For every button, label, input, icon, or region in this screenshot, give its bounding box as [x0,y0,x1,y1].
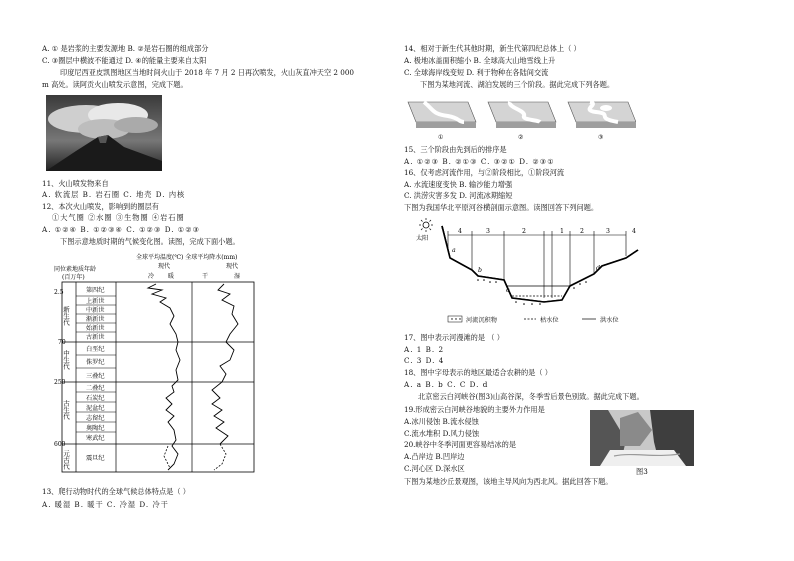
q17-stem: 17、图中表示河漫滩的是 （ ） [404,333,504,342]
period-label: 始新世 [86,325,105,332]
q15-options: A. ①②③ B. ②①③ C. ③②① D. ②③① [404,157,555,166]
valley-cross-section [412,216,648,328]
river-stage-intro: 下图为某地河流、湖泊发展的三个阶段。据此完成下列各题。 [420,80,615,89]
volcano-photo [46,95,162,171]
period-label: 上新世 [86,298,105,305]
temperature-curve [148,284,180,470]
stage-label: ① [438,134,444,141]
precipitation-curve [212,284,238,444]
q14-stem: 14、相对于新生代其他时期，新生代第四纪总体上（ ） [404,44,581,53]
q13-stem: 13、爬行动物时代的全球气候总体特点是（ ） [42,487,190,496]
legend-dry-label: 枯水位 [540,317,559,324]
climate-header: 全球平均温度(℃) 全球平均降水(mm) [136,254,238,261]
q17-options-ab: A. 1 B. 2 [404,345,445,354]
era-label: 中生代 [62,350,70,370]
period-label: 古新世 [86,334,105,341]
q11-options: A. 软流层 B. 岩石圈 C. 地壳 D. 内核 [42,190,186,199]
volcano-intro-line1: 印度尼西亚皮凯图地区当地时间火山于 2018 年 7 月 2 日再次喷发，火山灰直冲天空 2 000 [60,68,355,77]
section-number: 3 [606,228,610,235]
temp-now-label: 现代 [158,263,171,270]
period-label: 渐新世 [86,316,105,323]
terrain-letter: c [506,287,510,294]
period-label: 泥盆纪 [86,405,105,412]
dry-label: 干 [202,273,209,280]
q16-stem: 16、仅考虑河流作用，与②阶段相比，①阶段河流 [404,168,565,177]
q20-stem: 20.峡谷中冬季河面更容易结冰的是 [404,440,517,449]
q12-items: ①大气圈 ②水圈 ③生物圈 ④岩石圈 [52,213,185,222]
period-label: 第四纪 [86,287,105,294]
age-tick: 600 [54,441,66,448]
q12-options: A. ①②④ B. ①②③④ C. ①②③ D. ①②③ [42,225,201,234]
precip-now-label: 现代 [226,263,239,270]
age-tick: 70 [58,339,66,346]
cold-label: 冷 [148,273,155,280]
q16-options-ab: A. 水流速度变快 B. 输沙能力增强 [404,180,513,189]
period-label: 二叠纪 [86,385,105,392]
q16-options-cd: C. 洪涝灾害多发 D. 河流冰期缩短 [404,191,513,200]
period-label: 寒武纪 [86,435,105,442]
period-label: 三叠纪 [86,373,105,380]
river-stage-figure [404,96,636,142]
section-number: 2 [580,228,584,235]
q19-stem: 19.形成密云白河峡谷地貌的主要外力作用是 [404,405,545,414]
canyon-photo [590,410,694,466]
q18-options: A. a B. b C. C D. d [404,380,489,389]
q20-options-ab: A.凸岸边 B.凹岸边 [404,452,465,461]
period-label: 石炭纪 [86,395,105,402]
age-tick: 250 [54,379,66,386]
stage-block [568,102,636,128]
age-header-1: 同位素地质年龄 [54,266,97,273]
q19-options-ab: A.冰川侵蚀 B.流水侵蚀 [404,417,479,426]
terrain-letter: a [452,247,456,254]
legend-flood-label: 洪水位 [600,317,619,324]
era-label: 古生代 [62,400,70,420]
valley-intro: 下图为我国华北平原河谷横剖面示意图。读图回答下列问题。 [404,203,599,212]
q11-stem: 11、火山喷发物来自 [42,179,109,188]
era-label: 元古代 [62,450,70,470]
era-label: 新生代 [62,306,70,326]
period-label: 中新世 [86,307,105,314]
stage-label: ② [518,134,524,141]
section-number: 4 [632,228,636,235]
q10-options-line1: A. ① 是岩浆的主要发源地 B. ②是岩石圈的组成部分 [42,44,209,53]
q12-stem: 12、本次火山喷发，影响到的圈层有 [42,202,159,211]
q20-options-cd: C.河心区 D.深水区 [404,464,465,473]
period-label: 侏罗纪 [86,359,105,366]
sun-icon [419,218,433,232]
q17-options-cd: C. 3 D. 4 [404,356,445,365]
geo-chart-intro: 下图示意地质时期的气候变化图。读图，完成下面小题。 [60,237,240,246]
wet-label: 湿 [234,273,241,280]
section-number: 4 [458,228,462,235]
section-number: 2 [522,228,526,235]
stage-label: ③ [598,134,604,141]
dune-intro: 下图为某地沙丘景观图，该地主导风向为西北风。据此回答下题。 [404,477,613,486]
period-label: 白垩纪 [86,346,105,353]
q14-options-cd: C. 全球海岸线变短 D. 利于物种在各陆间交流 [404,68,549,77]
sun-label: 太阳 [416,235,429,242]
age-tick: 2.5 [54,289,64,296]
terrain-letter: b [478,267,482,274]
q10-options-line2: C. ③圈层中横波不能通过 D. ④的能量主要来自太阳 [42,56,207,65]
stage-block [488,102,556,128]
q14-options-ab: A. 极地冰盖面积缩小 B. 全球高大山地雪线上升 [404,56,556,65]
q15-stem: 15、三个阶段由先到后的排序是 [404,145,507,154]
volcano-intro-line2: m 高处。读阿贡火山喷发示意图，完成下题。 [42,80,188,89]
period-label: 震旦纪 [86,455,105,462]
q18-stem: 18、图中字母表示的地区最适合农耕的是（ ） [404,368,552,377]
geologic-climate-chart [44,250,294,478]
q19-intro: 北京密云白河峡谷(图3)山高谷深，冬季雪后景色别致。据此完成下题。 [418,392,644,401]
legend-sediment-label: 河流沉积物 [466,317,497,324]
terrain-letter: d [596,265,600,272]
period-label: 奥陶纪 [86,425,105,432]
section-number: 3 [486,228,490,235]
period-label: 志留纪 [86,415,105,422]
age-header-2: (百万年) [62,274,85,281]
warm-label: 暖 [168,273,175,280]
q13-options: A. 暖湿 B. 暖干 C. 冷湿 D. 冷干 [42,500,169,509]
section-number: 1 [560,228,564,235]
q19-options-cd: C.流水堆积 D.风力侵蚀 [404,429,480,438]
stage-block [408,102,476,128]
fig3-caption: 图3 [636,467,648,476]
